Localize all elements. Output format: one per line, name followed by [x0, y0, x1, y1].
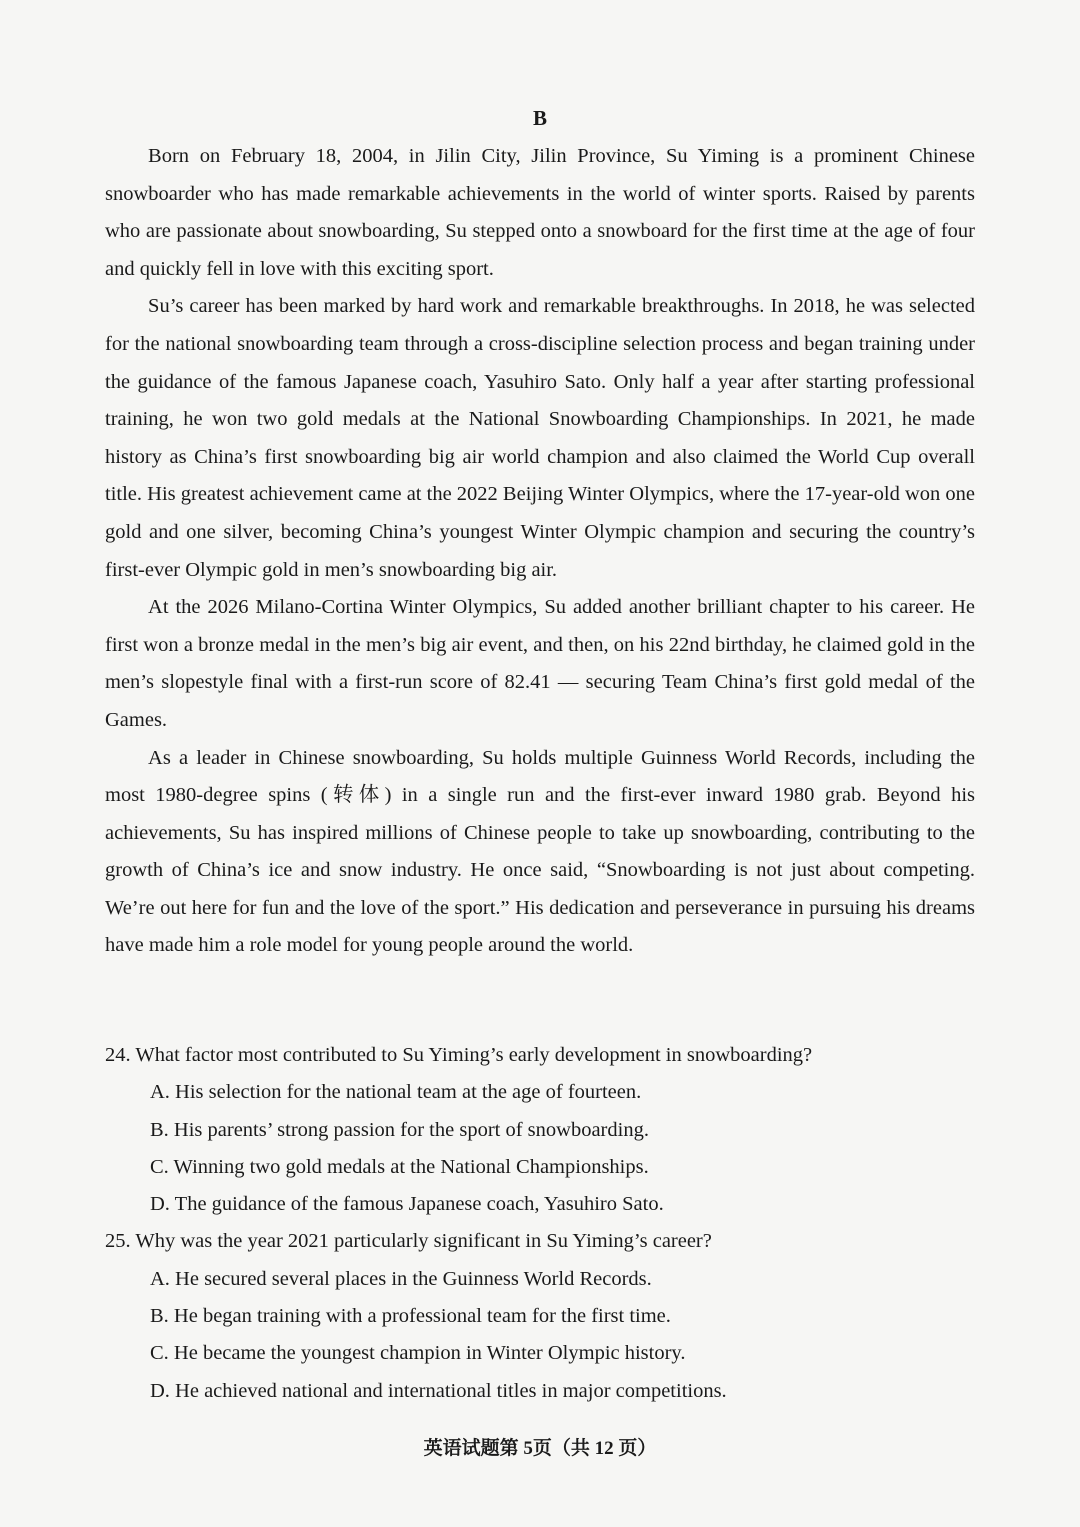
question-24 [105, 1037, 985, 1223]
question-stem: 24. What factor most contributed to Su Yiming’s early development in snowboarding? [105, 1044, 813, 1066]
answer-option-a: A. His selection for the national team at the age of fourteen. [150, 1081, 642, 1104]
question-list [105, 1037, 985, 1410]
passage-paragraph: Born on February 18, 2004, in Jilin City, Jilin Province, Su Yiming is a prominent Chinese snowboarder who has made remarkable achievements in the world of winter sports. Raised by parents who are passionate about snowboarding, Su stepped onto a snowboard for the first time at the age of four and quickly fell in love with this exciting sport. [105, 145, 975, 280]
question-25 [105, 1223, 985, 1409]
passage-paragraph: At the 2026 Milano-Cortina Winter Olympics, Su added another brilliant chapter to his career. He first won a bronze medal in the men’s big air event, and then, on his 22nd birthday, he claimed gold in the men’s slopestyle final with a first-run score of 82.41 — securing Team China’s first gold medal of the Games. [105, 596, 975, 731]
answer-option-c: C. Winning two gold medals at the National Championships. [150, 1155, 649, 1178]
answer-option-a: A. He secured several places in the Guinness World Records. [150, 1267, 652, 1290]
reading-passage [105, 138, 975, 965]
passage-paragraph: As a leader in Chinese snowboarding, Su holds multiple Guinness World Records, including the most 1980-degree spins (转体) in a single run and the first-ever inward 1980 grab. Beyond his achievements, Su has inspired millions of Chinese people to take up snowboarding, contributing to the growth of China’s ice and snow industry. He once said, “Snowboarding is not just about competing. We’re out here for fun and the love of the sport.” His dedication and perseverance in pursuing his dreams have made him a role model for young people around the world. [105, 746, 975, 957]
answer-option-d: D. The guidance of the famous Japanese coach, Yasuhiro Sato. [150, 1193, 664, 1216]
answer-option-b: B. His parents’ strong passion for the sport of snowboarding. [150, 1118, 649, 1141]
page-footer: 英语试题第 5页（共 12 页） [423, 1438, 657, 1459]
question-stem: 25. Why was the year 2021 particularly significant in Su Yiming’s career? [105, 1230, 712, 1253]
answer-option-b: B. He began training with a professional team for the first time. [150, 1305, 671, 1328]
answer-option-d: D. He achieved national and international titles in major competitions. [150, 1379, 727, 1402]
section-heading: B [532, 106, 547, 130]
passage-paragraph: Su’s career has been marked by hard work and remarkable breakthroughs. In 2018, he was selected for the national snowboarding team through a cross-discipline selection process and began training under the guidance of the famous Japanese coach, Yasuhiro Sato. Only half a year after starting professional training, he won two gold medals at the National Snowboarding Championships. In 2021, he made history as China’s first snowboarding big air world champion and also claimed the World Cup overall title. His greatest achievement came at the 2022 Beijing Winter Olympics, where the 17-year-old won one gold and one silver, becoming China’s youngest Winter Olympic champion and securing the country’s first-ever Olympic gold in men’s snowboarding big air. [105, 295, 975, 581]
answer-option-c: C. He became the youngest champion in Winter Olympic history. [150, 1342, 686, 1365]
